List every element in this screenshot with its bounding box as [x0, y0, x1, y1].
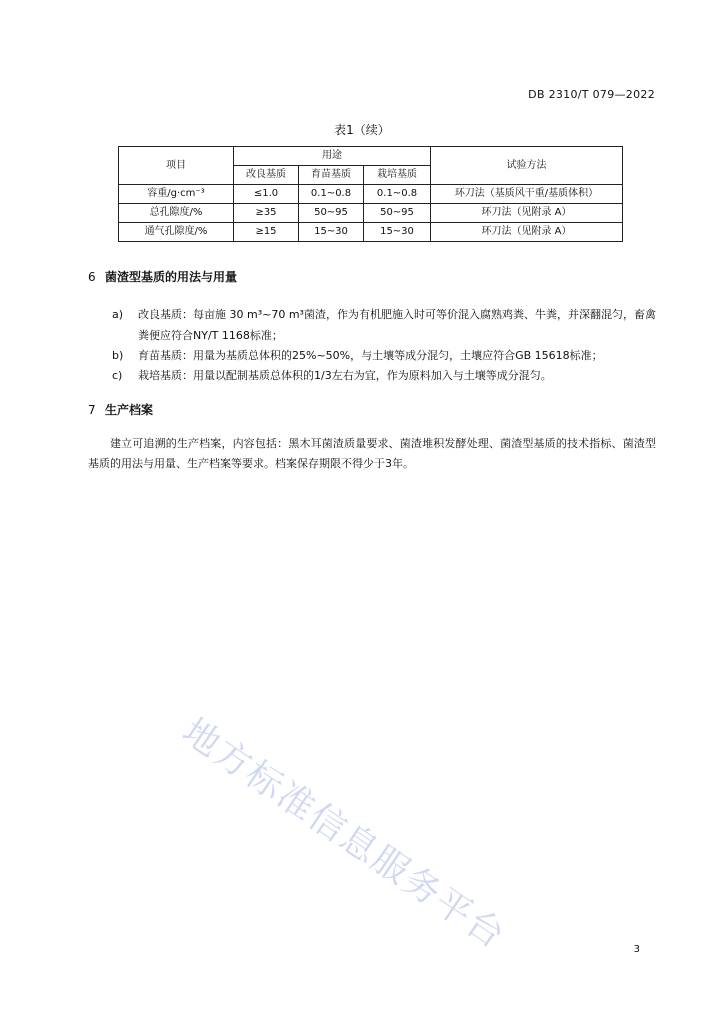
page-number: 3: [633, 944, 640, 955]
cell-seedling: 15~30: [299, 223, 364, 242]
cell-item: 通气孔隙度/%: [119, 223, 234, 242]
section-6-heading: [88, 268, 237, 285]
cell-cultivation: 50~95: [364, 204, 431, 223]
list-item: [112, 304, 656, 346]
section-7-paragraph: 建立可追溯的生产档案，内容包括：黑木耳菌渣质量要求、菌渣堆积发酵处理、菌渣型基质的技术指标、菌渣型基质的用法与用量、生产档案等要求。档案保存期限不得少于3年。: [88, 437, 656, 470]
section-6-number: 6: [88, 270, 96, 284]
table-header-row: [119, 147, 623, 166]
table-row: [119, 204, 623, 223]
cell-method: 环刀法（见附录 A）: [431, 223, 623, 242]
list-marker: a): [112, 308, 124, 321]
cell-seedling: 50~95: [299, 204, 364, 223]
table-caption: 表1（续）: [334, 123, 390, 137]
header-item: 项目: [119, 147, 234, 185]
cell-item: 总孔隙度/%: [119, 204, 234, 223]
header-seedling: 育苗基质: [299, 166, 364, 185]
list-item-text: 改良基质：每亩施 30 m³~70 m³菌渣，作为有机肥施入时可等价混入腐熟鸡粪、牛粪，并深翻混匀，畜禽粪便应符合NY/T 1168标准；: [138, 308, 656, 342]
cell-improve: ≤1.0: [234, 185, 299, 204]
cell-improve: ≥35: [234, 204, 299, 223]
section-7-title: 生产档案: [105, 403, 154, 417]
cell-item: 容重/g·cm⁻³: [119, 185, 234, 204]
header-method: 试验方法: [431, 147, 623, 185]
table-row: [119, 223, 623, 242]
cell-cultivation: 15~30: [364, 223, 431, 242]
cell-method: 环刀法（见附录 A）: [431, 204, 623, 223]
cell-seedling: 0.1~0.8: [299, 185, 364, 204]
document-code: DB 2310/T 079—2022: [528, 88, 655, 101]
section-7-heading: [88, 401, 153, 418]
list-item-text: 育苗基质：用量为基质总体积的25%~50%，与土壤等成分混匀，土壤应符合GB 15618标准；: [138, 349, 603, 362]
list-marker: c): [112, 369, 123, 382]
header-cultivation: 栽培基质: [364, 166, 431, 185]
list-item-text: 栽培基质：用量以配制基质总体积的1/3左右为宜，作为原料加入与土壤等成分混匀。: [138, 369, 552, 382]
header-improve: 改良基质: [234, 166, 299, 185]
table-row: [119, 185, 623, 204]
list-item: [112, 345, 656, 366]
section-7-number: 7: [88, 403, 96, 417]
cell-improve: ≥15: [234, 223, 299, 242]
cell-cultivation: 0.1~0.8: [364, 185, 431, 204]
cell-method: 环刀法（基质风干重/基质体积）: [431, 185, 623, 204]
list-item: [112, 365, 656, 386]
header-use: 用途: [234, 147, 431, 166]
section-6-title: 菌渣型基质的用法与用量: [105, 270, 238, 284]
specification-table: [118, 146, 623, 242]
list-marker: b): [112, 349, 124, 362]
watermark: 地方标准信息服务平台: [174, 710, 513, 958]
